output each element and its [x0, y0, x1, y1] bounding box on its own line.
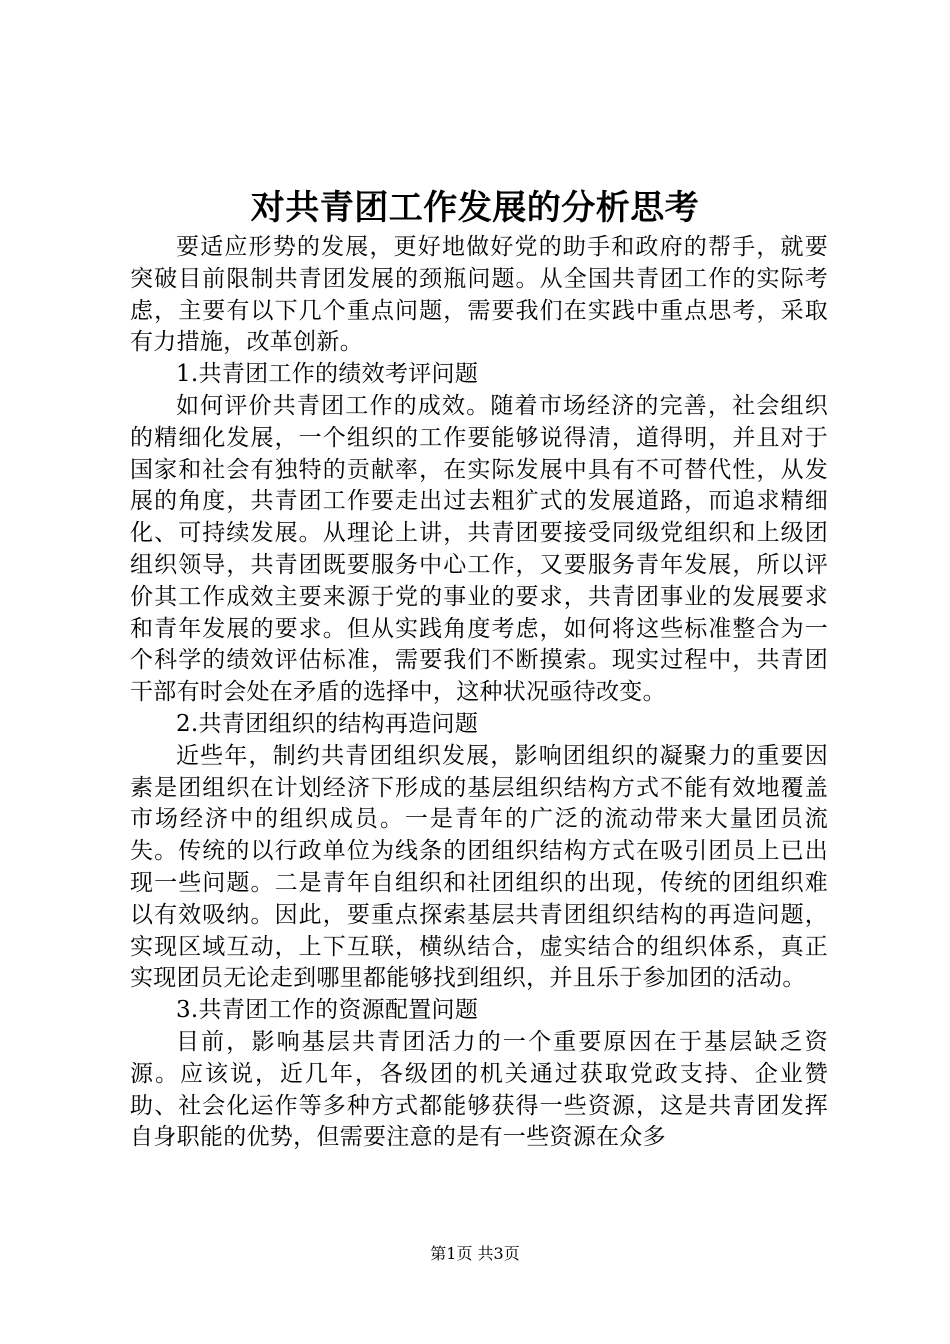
section-paragraph-1: 如何评价共青团工作的成效。随着市场经济的完善，社会组织的精细化发展，一个组织的工作要能够说得清，道得明，并且对于国家和社会有独特的贡献率，在实际发展中具有不可替代性，从发展的角度，共青团工作要走出过去粗犷式的发展道路，而追求精细化、可持续发展。从理论上讲，共青团要接受同级党组织和上级团组织领导，共青团既要服务中心工作，又要服务青年发展，所以评价其工作成效主要来源于党的事业的要求，共青团事业的发展要求和青年发展的要求。但从实践角度考虑，如何将这些标准整合为一个科学的绩效评估标准，需要我们不断摸索。现实过程中，共青团干部有时会处在矛盾的选择中，这种状况亟待改变。 [130, 392, 828, 706]
section-heading-3: 3.共青团工作的资源配置问题 [176, 997, 479, 1024]
intro-paragraph: 要适应形势的发展，更好地做好党的助手和政府的帮手，就要突破目前限制共青团发展的颈瓶问题。从全国共青团工作的实际考虑，主要有以下几个重点问题，需要我们在实践中重点思考，采取有力措施，改革创新。 [130, 234, 828, 356]
document-body [130, 232, 828, 1154]
section-heading-2: 2.共青团组织的结构再造问题 [176, 710, 479, 737]
section-paragraph-3: 目前，影响基层共青团活力的一个重要原因在于基层缺乏资源。应该说，近几年，各级团的机关通过获取党政支持、企业赞助、社会化运作等多种方式都能够获得一些资源，这是共青团发挥自身职能的优势，但需要注意的是有一些资源在众多 [130, 1028, 828, 1151]
document-title: 对共青团工作发展的分析思考 [250, 188, 700, 228]
page-number-footer: 第1页 共3页 [430, 1244, 520, 1263]
section-paragraph-2: 近些年，制约共青团组织发展，影响团组织的凝聚力的重要因素是团组织在计划经济下形成的基层组织结构方式不能有效地覆盖市场经济中的组织成员。一是青年的广泛的流动带来大量团员流失。传统的以行政单位为线条的团组织结构方式在吸引团员上已出现一些问题。二是青年自组织和社团组织的出现，传统的团组织难以有效吸纳。因此，要重点探索基层共青团组织结构的再造问题，实现区域互动，上下互联，横纵结合，虚实结合的组织体系，真正实现团员无论走到哪里都能够找到组织，并且乐于参加团的活动。 [130, 742, 828, 992]
section-heading-1: 1.共青团工作的绩效考评问题 [176, 361, 479, 388]
